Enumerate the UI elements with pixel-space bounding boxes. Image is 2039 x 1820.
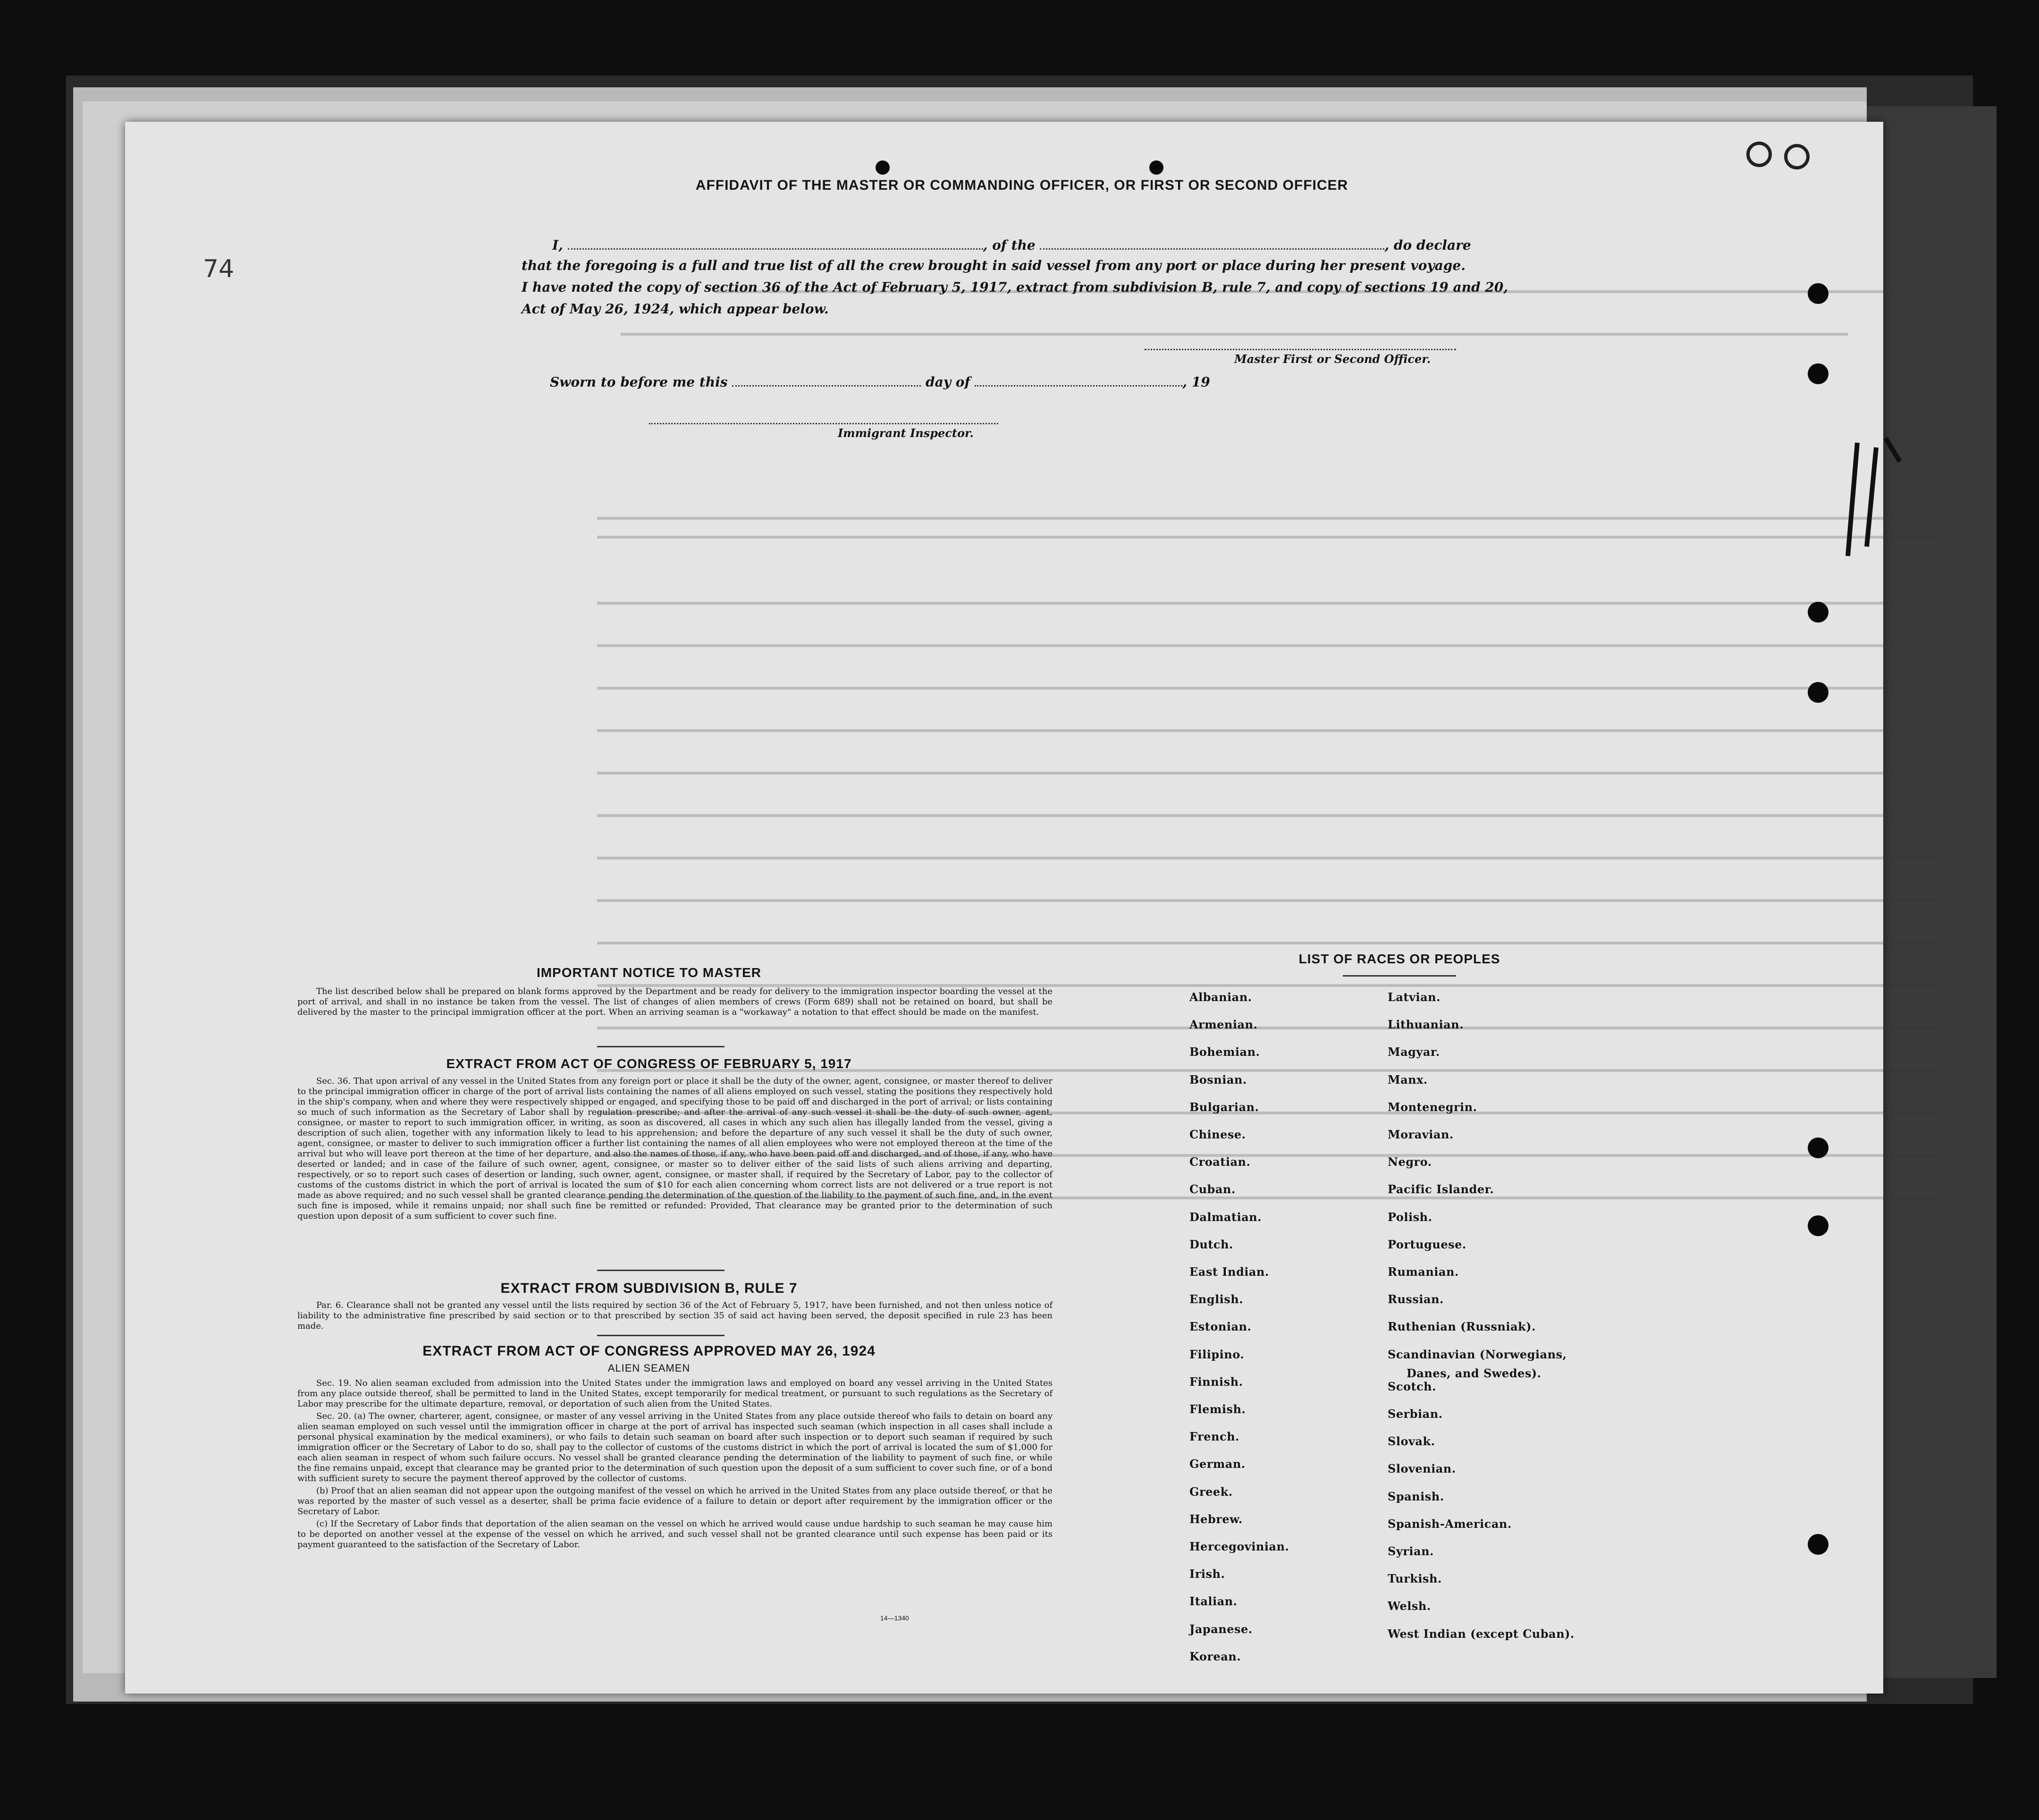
race-item: Greek. bbox=[1189, 1484, 1233, 1499]
race-item: Korean. bbox=[1189, 1649, 1241, 1663]
affidavit-of-the: , of the bbox=[983, 237, 1036, 253]
notice-title: IMPORTANT NOTICE TO MASTER bbox=[536, 965, 762, 980]
notice-body-text: The list described below shall be prepared on blank forms approved by the Department and be ready for delivery to the immigration inspector boarding the vessel at the port of arrival, and shall in no instance be taken from the vessel. The list of changes of alien members of crews (Form 689) shall not be retained on board, but shall be delivered by the master to the principal immigration officer at the port. When an arriving seaman is a "workaway" a notation to that effect should be made on the manifest. bbox=[297, 986, 1053, 1017]
divider bbox=[597, 1335, 725, 1336]
rule-7-body bbox=[297, 1300, 1053, 1333]
race-item: Latvian. bbox=[1388, 990, 1441, 1004]
race-item: Montenegrin. bbox=[1388, 1100, 1477, 1114]
race-item: Finnish. bbox=[1189, 1374, 1243, 1389]
race-item: Danes, and Swedes). bbox=[1407, 1366, 1542, 1380]
document-page bbox=[125, 122, 1883, 1694]
act-1924-sec19: Sec. 19. No alien seaman excluded from admission into the United States under the immigration laws and employed on board any vessel arriving in the United States from any place outside thereof, shall be permitted to land in the United States, except temporarily for medical treatment, or pursuant to such regulations as the Secretary of Labor may prescribe for the ultimate departure, removal, or deportation of such alien from the United States. bbox=[297, 1378, 1053, 1409]
affidavit-declare: , do declare bbox=[1384, 237, 1471, 253]
race-item: Irish. bbox=[1189, 1567, 1225, 1581]
race-item: Slovak. bbox=[1388, 1434, 1435, 1449]
sworn-day-field[interactable] bbox=[732, 373, 921, 387]
margin-note: 74 bbox=[203, 255, 235, 283]
act-1924-sec20b: (b) Proof that an alien seaman did not appear upon the outgoing manifest of the vessel on which he arrived in the United States from any place outside thereof, or that he was reported by the master of such vessel as a deserter, shall be prima facie evidence of a failure to detain or deport after requirement by the immigration officer or the Secretary of Labor. bbox=[297, 1486, 1053, 1517]
binder-ring-icon bbox=[1784, 144, 1810, 169]
race-item: Bulgarian. bbox=[1189, 1100, 1259, 1114]
race-item: English. bbox=[1189, 1292, 1244, 1306]
act-1924-subtitle: ALIEN SEAMEN bbox=[607, 1362, 691, 1374]
race-item: Syrian. bbox=[1388, 1544, 1434, 1558]
race-item: Spanish-American. bbox=[1388, 1517, 1512, 1531]
race-item: Magyar. bbox=[1388, 1045, 1440, 1059]
inspector-signature-line[interactable] bbox=[649, 421, 998, 424]
vessel-name-field[interactable] bbox=[1040, 236, 1384, 250]
race-item: Flemish. bbox=[1189, 1402, 1246, 1416]
race-item: Portuguese. bbox=[1388, 1237, 1466, 1251]
race-item: Moravian. bbox=[1388, 1128, 1454, 1141]
sworn-day-of: day of bbox=[926, 374, 970, 390]
act-1917-title: EXTRACT FROM ACT OF CONGRESS OF FEBRUARY 5, 1917 bbox=[446, 1056, 852, 1071]
punch-hole-icon bbox=[1808, 363, 1828, 384]
affidavit-i: I, bbox=[552, 237, 563, 253]
master-signature-line[interactable] bbox=[1145, 347, 1456, 350]
race-item: French. bbox=[1189, 1430, 1239, 1444]
punch-hole-icon bbox=[876, 160, 890, 175]
act-1924-body bbox=[297, 1378, 1053, 1552]
act-1917-sec36: Sec. 36. That upon arrival of any vessel in the United States from any foreign port or place it shall be the duty of the owner, agent, consignee, or master thereof to deliver to the principal immigration officer in charge of the port of arrival lists containing the names of all aliens employed on such vessel, stating the positions they respectively hold in the ship's company, when and where they were respectively shipped or engaged, and specifying those to be paid off and discharged in the port of arrival; or lists containing so much of such information as the Secretary of Labor shall by regulation prescribe; and after the arrival of any such vessel it shall be the duty of such owner, agent, consignee, or master to report to such immigration officer, in writing, as soon as discovered, all cases in which any such alien has illegally landed from the vessel, giving a description of such alien, together with any information likely to lead to his apprehension; and before the departure of any such vessel it shall be the duty of such owner, agent, consignee, or master to deliver to such immigration officer a further list containing the names of all alien employees who were not employed thereon at the time of the arrival but who will leave port thereon at the time of her departure, and also the names of those, if any, who have been paid off and discharged, and of those, if any, who have deserted or landed; and in case of the failure of such owner, agent, consignee, or master so to deliver either of the said lists of such aliens arriving and departing, respectively, or so to report such cases of desertion or landing, such owner, agent, consignee, or master shall, if required by the Secretary of Labor, pay to the collector of customs of the customs district in which the port of arrival is located the sum of $10 for each alien concerning whom correct lists are not delivered or a true report is not made as above required; and no such vessel shall be granted clearance pending the determination of the question of the liability to the payment of such fine, and, in the event such fine is imposed, while it remains unpaid; nor shall such fine be remitted or refunded: Provided, That clearance may be granted prior to the determination of such question upon deposit of a sum sufficient to cover such fine. bbox=[297, 1076, 1053, 1221]
handwritten-mark-icon bbox=[1843, 433, 1904, 565]
act-1924-sec20a: Sec. 20. (a) The owner, charterer, agent, consignee, or master of any vessel arriving in the United States from any place outside thereof who fails to detain on board any alien seaman employed on such vessel until the immigration officer in charge at the port of arrival has inspected such seaman (which inspection in all cases shall include a personal physical examination by the medical examiners), or who fails to detain such seaman on board after such inspection or to deport such seaman if required by such immigration officer or the Secretary of Labor to do so, shall pay to the collector of customs of the customs district in which the port of arrival is located the sum of $1,000 for each alien seaman in respect of whom such failure occurs. No vessel shall be granted clearance pending the determination of the liability to payment of such fine, or while the fine remains unpaid, except that clearance may be granted prior to the determination of such question upon the deposit of a sum sufficient to cover such fine, or of a bond with sufficient surety to secure the payment thereof approved by the collector of customs. bbox=[297, 1411, 1053, 1483]
affidavit-line-1 bbox=[552, 236, 1614, 253]
race-item: Hebrew. bbox=[1189, 1512, 1243, 1526]
divider bbox=[597, 1270, 725, 1271]
sworn-text: Sworn to before me this bbox=[550, 374, 728, 390]
race-item: Estonian. bbox=[1189, 1320, 1252, 1334]
act-1924-sec20c: (c) If the Secretary of Labor finds that deportation of the alien seaman on the vessel on which he arrived would cause undue hardship to such seaman he may cause him to be deported on another vessel at the expense of the vessel on which he arrived, and such vessel shall not be granted clearance until such expense has been paid or its payment guaranteed to the satisfaction of the Secretary of Labor. bbox=[297, 1519, 1053, 1550]
race-item: Albanian. bbox=[1189, 990, 1252, 1004]
race-item: Italian. bbox=[1189, 1594, 1238, 1609]
race-item: Slovenian. bbox=[1388, 1462, 1456, 1476]
race-item: Dalmatian. bbox=[1189, 1210, 1262, 1224]
punch-hole-icon bbox=[1808, 682, 1828, 703]
notice-body bbox=[297, 986, 1053, 1020]
punch-hole-icon bbox=[1149, 160, 1163, 175]
affidavit-line-3: I have noted the copy of section 36 of the Act of February 5, 1917, extract from subdivision B, rule 7, and copy of sections 19 and 20, bbox=[522, 279, 1508, 295]
race-item: Cuban. bbox=[1189, 1182, 1236, 1196]
punch-hole-icon bbox=[1808, 1534, 1828, 1555]
race-item: Welsh. bbox=[1388, 1599, 1431, 1613]
race-item: Serbian. bbox=[1388, 1407, 1443, 1421]
act-1917-body bbox=[297, 1076, 1053, 1223]
punch-hole-icon bbox=[1808, 1138, 1828, 1158]
race-item: Filipino. bbox=[1189, 1347, 1245, 1361]
race-item: Chinese. bbox=[1189, 1128, 1246, 1141]
race-item: German. bbox=[1189, 1457, 1246, 1471]
race-item: Bohemian. bbox=[1189, 1045, 1260, 1059]
race-item: Pacific Islander. bbox=[1388, 1182, 1494, 1196]
race-item: Croatian. bbox=[1189, 1155, 1251, 1169]
race-item: Ruthenian (Russniak). bbox=[1388, 1320, 1536, 1334]
affidavit-title: AFFIDAVIT OF THE MASTER OR COMMANDING OFFICER, OR FIRST OR SECOND OFFICER bbox=[695, 177, 1348, 193]
punch-hole-icon bbox=[1808, 602, 1828, 623]
divider bbox=[597, 1046, 725, 1047]
sworn-line bbox=[550, 373, 1258, 390]
race-item: East Indian. bbox=[1189, 1265, 1269, 1279]
sworn-month-field[interactable] bbox=[975, 373, 1182, 387]
punch-hole-icon bbox=[1808, 1215, 1828, 1236]
race-item: West Indian (except Cuban). bbox=[1388, 1626, 1575, 1641]
race-item: Scotch. bbox=[1388, 1379, 1436, 1393]
affidavit-line-4: Act of May 26, 1924, which appear below. bbox=[522, 301, 829, 317]
race-item: Spanish. bbox=[1388, 1489, 1444, 1503]
inspector-label: Immigrant Inspector. bbox=[838, 426, 974, 440]
master-name-field[interactable] bbox=[568, 236, 983, 250]
races-title: LIST OF RACES OR PEOPLES bbox=[1298, 952, 1500, 966]
race-item: Negro. bbox=[1388, 1155, 1432, 1169]
race-item: Japanese. bbox=[1189, 1622, 1253, 1636]
race-item: Manx. bbox=[1388, 1072, 1428, 1087]
race-item: Turkish. bbox=[1388, 1572, 1442, 1586]
race-item: Armenian. bbox=[1189, 1018, 1258, 1032]
divider bbox=[1343, 975, 1456, 977]
race-item: Lithuanian. bbox=[1388, 1018, 1464, 1032]
race-item: Russian. bbox=[1388, 1292, 1444, 1306]
race-item: Polish. bbox=[1388, 1210, 1432, 1224]
act-1924-title: EXTRACT FROM ACT OF CONGRESS APPROVED MAY 26, 1924 bbox=[422, 1343, 876, 1359]
master-signature-label: Master First or Second Officer. bbox=[1234, 352, 1431, 366]
race-item: Bosnian. bbox=[1189, 1072, 1247, 1087]
affidavit-line-2: that the foregoing is a full and true list of all the crew brought in said vessel from any port or place during her present voyage. bbox=[522, 258, 1466, 273]
race-item: Dutch. bbox=[1189, 1237, 1233, 1251]
race-item: Hercegovinian. bbox=[1189, 1540, 1289, 1553]
punch-hole-icon bbox=[1808, 283, 1828, 304]
binder-ring-icon bbox=[1746, 142, 1772, 167]
race-item: Scandinavian (Norwegians, bbox=[1388, 1347, 1567, 1361]
rule-7-title: EXTRACT FROM SUBDIVISION B, RULE 7 bbox=[500, 1281, 798, 1296]
sworn-year-prefix: , 19 bbox=[1182, 374, 1210, 390]
form-code: 14—1340 bbox=[880, 1614, 909, 1622]
race-item: Rumanian. bbox=[1388, 1265, 1459, 1279]
rule-7-par6: Par. 6. Clearance shall not be granted any vessel until the lists required by section 36 of the Act of February 5, 1917, have been furnished, and not then unless notice of liability to the administrative fine prescribed by said section or to that prescribed by section 35 of said act having been served, the deposit specified in rule 23 has been made. bbox=[297, 1300, 1053, 1331]
